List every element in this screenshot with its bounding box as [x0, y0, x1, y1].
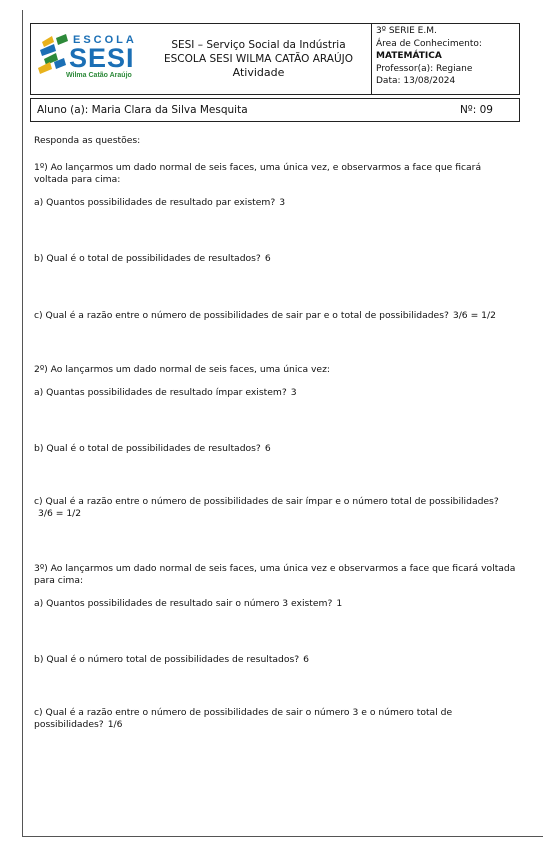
header-center: [146, 38, 371, 80]
header-line-2: ESCOLA SESI WILMA CATÃO ARAÚJO: [164, 53, 353, 65]
area-label: Área de Conhecimento:: [376, 38, 482, 49]
question-1a: [34, 197, 516, 210]
question-3a: [34, 598, 516, 611]
answer: 3/6 = 1/2: [452, 309, 496, 321]
question-text: a) Quantas possibilidades de resultado ímpar existem?: [34, 386, 287, 398]
question-2c: [34, 496, 516, 521]
sesi-logo-icon: [36, 32, 70, 78]
question-text: a) Quantos possibilidades de resultado par existem?: [34, 196, 276, 208]
document: [30, 23, 520, 732]
question-2b: [34, 443, 516, 456]
question-1-statement: 1º) Ao lançarmos um dado normal de seis faces, uma única vez, e observarmos a face que ficará voltada para cima:: [34, 161, 482, 185]
answer: 6: [264, 253, 271, 264]
logo-escola-text: ESCOLA: [73, 34, 137, 46]
question-2a: [34, 387, 516, 400]
date: Data: 13/08/2024: [376, 76, 456, 86]
header-info: [371, 24, 521, 94]
answer: 3: [279, 196, 286, 208]
question-text: c) Qual é a razão entre o número de possibilidades de sair par e o total de possibilidades?: [34, 309, 449, 321]
question-1b: [34, 253, 516, 266]
question-3-statement: 3º) Ao lançarmos um dado normal de seis faces, uma única vez e observarmos a face que ficará voltada para cima:: [34, 562, 516, 586]
question-text: a) Quantos possibilidades de resultado sair o número 3 existem?: [34, 597, 333, 609]
series: 3º SERIE E.M.: [376, 26, 437, 36]
header-left: [31, 24, 371, 94]
area-value: MATEMÁTICA: [376, 51, 442, 61]
answer: 3/6 = 1/2: [38, 508, 82, 519]
answer: 6: [264, 443, 271, 454]
logo-subtitle: Wilma Catão Araújo: [66, 72, 132, 79]
answer: 6: [303, 654, 310, 665]
question-text: c) Qual é a razão entre o número de possibilidades de sair o número 3 e o número total de possibilidades?: [34, 706, 453, 730]
student-name: Aluno (a): Maria Clara da Silva Mesquita: [37, 104, 248, 116]
header-line-1: SESI – Serviço Social da Indústria: [171, 39, 346, 51]
logo-sesi-text: SESI: [69, 43, 135, 73]
question-text: b) Qual é o total de possibilidades de resultados?: [34, 253, 261, 264]
sesi-logo: [36, 26, 146, 92]
answer: 1/6: [107, 719, 123, 730]
questions-content: [30, 135, 520, 732]
header-line-3: Atividade: [232, 66, 285, 79]
header-table: [30, 23, 520, 95]
professor: Professor(a): Regiane: [376, 63, 473, 74]
question-1c: [34, 310, 516, 323]
answer: 1: [336, 597, 343, 609]
question-text: b) Qual é o número total de possibilidades de resultados?: [34, 654, 300, 665]
question-3b: [34, 654, 516, 667]
student-row: [30, 98, 520, 122]
student-number: Nº: 09: [459, 104, 493, 116]
instruction: Responda as questões:: [34, 135, 141, 146]
question-text: b) Qual é o total de possibilidades de resultados?: [34, 443, 261, 454]
question-2-statement: 2º) Ao lançarmos um dado normal de seis faces, uma única vez:: [34, 364, 330, 375]
question-3c: [34, 707, 516, 732]
answer: 3: [290, 386, 297, 398]
question-text: c) Qual é a razão entre o número de possibilidades de sair ímpar e o número total de possibilidades?: [34, 495, 499, 507]
